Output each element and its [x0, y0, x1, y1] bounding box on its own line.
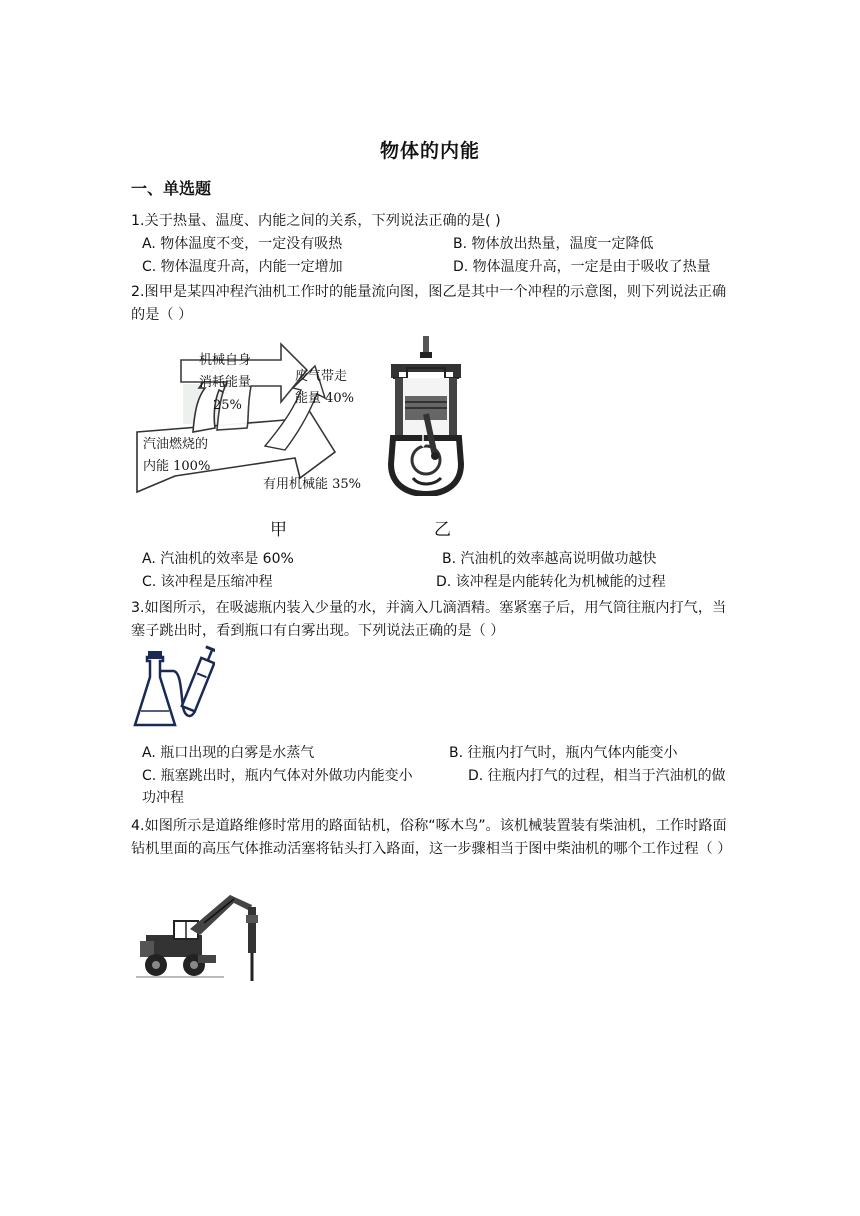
question-3-stem: 3.如图所示，在吸滤瓶内装入少量的水，并滴入几滴酒精。塞紧塞子后，用气筒往瓶内打气，当塞子跳出时，看到瓶口有白雾出现。下列说法正确的是（ ） [131, 600, 727, 639]
exhaust-label-2: 能量 40% [295, 391, 355, 406]
page-title: 物体的内能 [379, 140, 480, 162]
energy-flow-diagram [135, 336, 375, 498]
section-heading: 一、单选题 [131, 179, 212, 198]
exhaust-label-1: 废气带走 [295, 369, 348, 384]
question-1-option-b[interactable]: B. 物体放出热量，温度一定降低 [453, 236, 654, 252]
question-3-option-b[interactable]: B. 往瓶内打气时，瓶内气体内能变小 [449, 745, 678, 761]
road-drill-machine-picture [134, 885, 266, 983]
question-1-option-c[interactable]: C. 物体温度升高，内能一定增加 [142, 259, 343, 275]
flask-pump-diagram [133, 645, 215, 733]
question-3-option-d[interactable]: D. 往瓶内打气的过程，相当于汽油机的做功冲程 [142, 768, 726, 806]
question-3-option-a[interactable]: A. 瓶口出现的白雾是水蒸气 [142, 745, 315, 761]
useful-label: 有用机械能 35% [263, 477, 362, 492]
question-2-option-a[interactable]: A. 汽油机的效率是 60% [142, 551, 294, 567]
question-2-option-b[interactable]: B. 汽油机的效率越高说明做功越快 [442, 551, 657, 567]
question-4-stem: 4.如图所示是道路维修时常用的路面钻机，俗称“啄木鸟”。该机械装置装有柴油机，工作时路面钻机里面的高压气体推动活塞将钻头打入路面，这一步骤相当于图中柴油机的哪个工作过程（ ） [131, 818, 732, 857]
fuel-label-1: 汽油燃烧的 [143, 437, 209, 452]
engine-cylinder-diagram [383, 334, 469, 496]
mech-loss-label-2: 消耗能量 [199, 375, 252, 390]
mech-loss-label-1: 机械自身 [199, 353, 252, 368]
figure-label-jia: 甲 [270, 520, 287, 540]
mech-loss-label-3: 25% [213, 398, 242, 413]
question-1-stem: 1.关于热量、温度、内能之间的关系，下列说法正确的是( ) [131, 213, 501, 229]
question-3-option-c[interactable]: C. 瓶塞跳出时，瓶内气体对外做功内能变小 [142, 768, 413, 784]
question-1-option-d[interactable]: D. 物体温度升高，一定是由于吸收了热量 [453, 259, 711, 275]
question-2-option-c[interactable]: C. 该冲程是压缩冲程 [142, 574, 273, 590]
fuel-label-2: 内能 100% [143, 459, 211, 474]
question-2-stem: 2.图甲是某四冲程汽油机工作时的能量流向图，图乙是其中一个冲程的示意图，则下列说法正确的是（ ） [131, 284, 727, 323]
question-1-option-a[interactable]: A. 物体温度不变，一定没有吸热 [142, 236, 343, 252]
figure-label-yi: 乙 [434, 520, 451, 540]
question-2-option-d[interactable]: D. 该冲程是内能转化为机械能的过程 [436, 574, 666, 590]
